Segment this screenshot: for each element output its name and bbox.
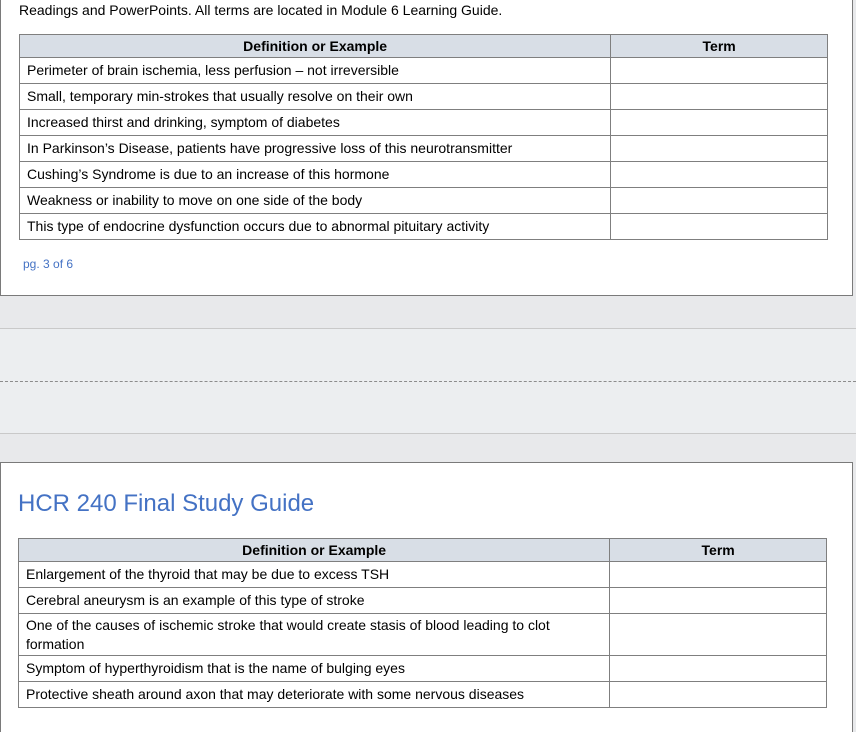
definition-cell: Cushing’s Syndrome is due to an increase of this hormone (20, 162, 611, 188)
definition-cell: Weakness or inability to move on one side of the body (20, 188, 611, 214)
table-header-row (19, 539, 827, 562)
term-cell[interactable] (610, 682, 827, 708)
page-number-footer: pg. 3 of 6 (23, 257, 74, 271)
term-cell[interactable] (610, 588, 827, 614)
terms-table-top (19, 34, 828, 240)
column-header-term: Term (611, 35, 828, 58)
definition-cell: Increased thirst and drinking, symptom of diabetes (20, 110, 611, 136)
table-row (20, 58, 828, 84)
term-cell[interactable] (611, 162, 828, 188)
page-gap (0, 328, 856, 434)
document-page-top (0, 0, 853, 296)
terms-table-bottom (18, 538, 827, 708)
table-row (20, 214, 828, 240)
definition-cell: Perimeter of brain ischemia, less perfusion – not irreversible (20, 58, 611, 84)
table-row (20, 136, 828, 162)
table-row (19, 562, 827, 588)
term-cell[interactable] (610, 614, 827, 656)
table-header-row (20, 35, 828, 58)
term-cell[interactable] (610, 656, 827, 682)
page-break-divider (0, 381, 856, 382)
term-cell[interactable] (611, 84, 828, 110)
term-cell[interactable] (611, 214, 828, 240)
table-row (19, 614, 827, 656)
term-cell[interactable] (611, 58, 828, 84)
term-cell[interactable] (611, 136, 828, 162)
column-header-definition: Definition or Example (20, 35, 611, 58)
definition-cell: Small, temporary min-strokes that usually resolve on their own (20, 84, 611, 110)
table-row (19, 682, 827, 708)
definition-cell: One of the causes of ischemic stroke that would create stasis of blood leading to clot formation (19, 614, 610, 656)
term-cell[interactable] (610, 562, 827, 588)
definition-cell: Cerebral aneurysm is an example of this type of stroke (19, 588, 610, 614)
definition-cell: Symptom of hyperthyroidism that is the name of bulging eyes (19, 656, 610, 682)
term-cell[interactable] (611, 188, 828, 214)
table-row (19, 588, 827, 614)
table-row (20, 162, 828, 188)
table-row (19, 656, 827, 682)
definition-cell: Protective sheath around axon that may deteriorate with some nervous diseases (19, 682, 610, 708)
definition-cell: In Parkinson’s Disease, patients have progressive loss of this neurotransmitter (20, 136, 611, 162)
table-row (20, 110, 828, 136)
document-title: HCR 240 Final Study Guide (18, 490, 315, 517)
term-cell[interactable] (611, 110, 828, 136)
definition-cell: Enlargement of the thyroid that may be due to excess TSH (19, 562, 610, 588)
intro-paragraph: Readings and PowerPoints. All terms are located in Module 6 Learning Guide. (19, 2, 503, 18)
definition-cell: This type of endocrine dysfunction occurs due to abnormal pituitary activity (20, 214, 611, 240)
column-header-definition: Definition or Example (19, 539, 610, 562)
column-header-term: Term (610, 539, 827, 562)
table-row (20, 188, 828, 214)
table-row (20, 84, 828, 110)
